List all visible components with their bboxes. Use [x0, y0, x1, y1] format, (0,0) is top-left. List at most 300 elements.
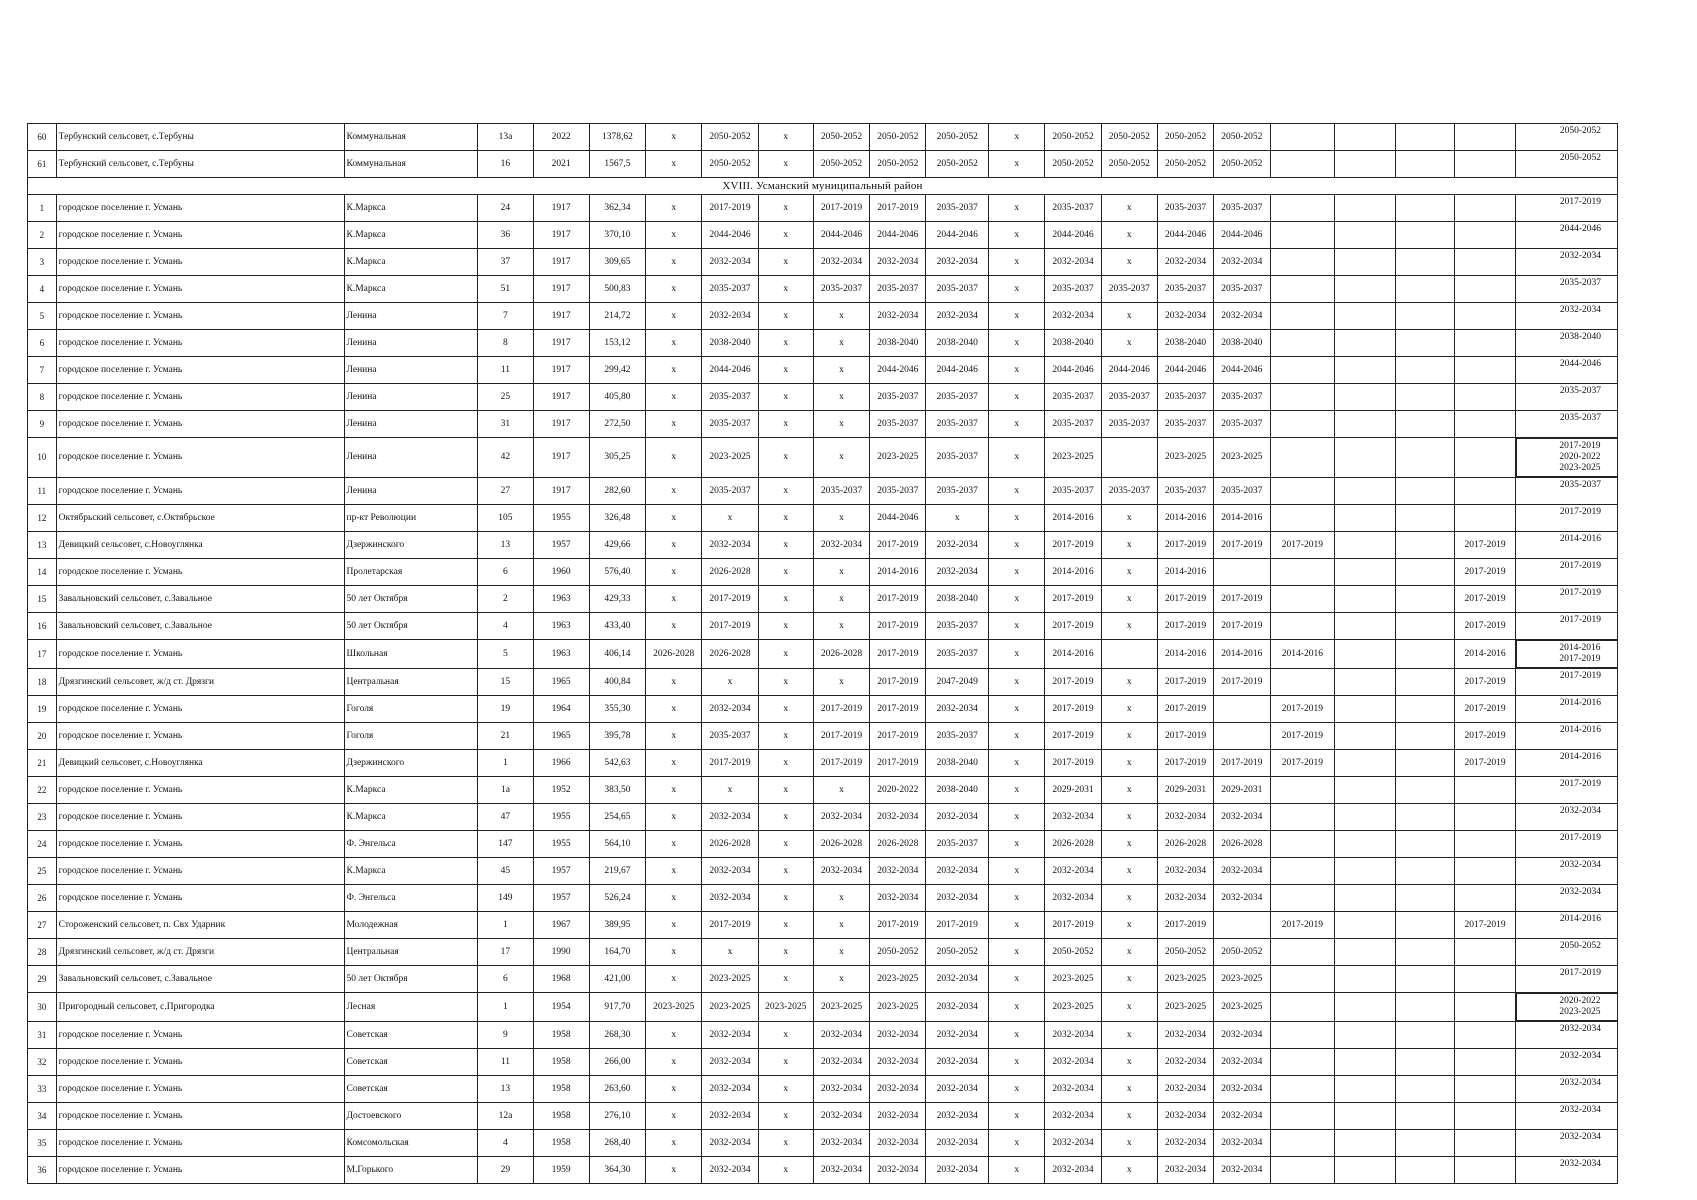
street-cell: пр-кт Революции	[344, 505, 478, 532]
period-cell-c11: 2035-2037	[1214, 276, 1270, 303]
table-row	[28, 330, 1618, 357]
period-cell-c10: 2032-2034	[1157, 1103, 1213, 1130]
row-number-cell: 35	[28, 1130, 57, 1157]
settlement-cell: городское поселение г. Усмань	[56, 478, 344, 505]
period-cell-c13	[1335, 222, 1396, 249]
period-cell-c4: 2023-2025	[813, 993, 869, 1022]
period-cell-c8: 2029-2031	[1045, 777, 1101, 804]
period-cell-c2: 2032-2034	[702, 885, 758, 912]
period-cell-c11: 2050-2052	[1214, 939, 1270, 966]
row-number-cell: 31	[28, 1022, 57, 1049]
street-cell: Молодежная	[344, 912, 478, 939]
period-cell-c2: 2026-2028	[702, 559, 758, 586]
area-cell: 254,65	[589, 804, 645, 831]
period-cell-c14	[1395, 276, 1454, 303]
period-cell-c2: 2023-2025	[702, 966, 758, 993]
settlement-cell: городское поселение г. Усмань	[56, 777, 344, 804]
street-cell: Школьная	[344, 640, 478, 669]
period-cell-c9: х	[1101, 723, 1157, 750]
period-cell-c6: 2032-2034	[926, 804, 989, 831]
table-row	[28, 438, 1618, 478]
period-cell-c5: 2044-2046	[870, 357, 926, 384]
house-number-cell: 1	[478, 750, 533, 777]
table-row	[28, 966, 1618, 993]
street-cell: Ф. Энгельса	[344, 885, 478, 912]
row-number-cell: 30	[28, 993, 57, 1022]
area-cell: 326,48	[589, 505, 645, 532]
period-cell-c3: х	[758, 411, 813, 438]
settlement-cell: Завальновский сельсовет, с.Завальное	[56, 586, 344, 613]
period-cell-c8: 2032-2034	[1045, 303, 1101, 330]
period-cell-c6: 2035-2037	[926, 478, 989, 505]
period-cell-c9: х	[1101, 1049, 1157, 1076]
period-cell-c15	[1455, 357, 1516, 384]
period-cell-c4: 2032-2034	[813, 1049, 869, 1076]
settlement-cell: городское поселение г. Усмань	[56, 1022, 344, 1049]
summary-period-cell: 2050-2052	[1515, 151, 1617, 178]
period-cell-c11: 2050-2052	[1214, 124, 1270, 151]
house-number-cell: 47	[478, 804, 533, 831]
period-cell-c9: х	[1101, 939, 1157, 966]
house-number-cell: 24	[478, 195, 533, 222]
period-cell-c7: х	[989, 222, 1045, 249]
row-number-cell: 32	[28, 1049, 57, 1076]
street-cell: Советская	[344, 1049, 478, 1076]
period-cell-c1: х	[646, 750, 702, 777]
summary-period-cell: 2032-2034	[1515, 1157, 1617, 1184]
period-cell-c2: х	[702, 669, 758, 696]
row-number-cell: 34	[28, 1103, 57, 1130]
period-cell-c15	[1455, 858, 1516, 885]
period-cell-c9: х	[1101, 559, 1157, 586]
period-cell-c15	[1455, 1130, 1516, 1157]
period-cell-c14	[1395, 912, 1454, 939]
settlement-cell: городское поселение г. Усмань	[56, 384, 344, 411]
period-cell-c11: 2023-2025	[1214, 438, 1270, 478]
period-cell-c12	[1270, 303, 1335, 330]
period-cell-c11: 2017-2019	[1214, 669, 1270, 696]
period-cell-c2: 2023-2025	[702, 438, 758, 478]
period-cell-c15: 2017-2019	[1455, 559, 1516, 586]
period-cell-c13	[1335, 858, 1396, 885]
period-cell-c9: 2035-2037	[1101, 478, 1157, 505]
period-cell-c12	[1270, 1103, 1335, 1130]
build-year-cell: 1954	[533, 993, 589, 1022]
summary-period-cell: 2032-2034	[1515, 1049, 1617, 1076]
period-cell-c8: 2017-2019	[1045, 532, 1101, 559]
period-cell-c7: х	[989, 1157, 1045, 1184]
period-cell-c13	[1335, 276, 1396, 303]
period-cell-c6: 2032-2034	[926, 559, 989, 586]
period-cell-c8: 2017-2019	[1045, 696, 1101, 723]
row-number-cell: 13	[28, 532, 57, 559]
settlement-cell: Дрязгинский сельсовет, ж/д ст. Дрязги	[56, 939, 344, 966]
period-cell-c4: х	[813, 777, 869, 804]
house-number-cell: 37	[478, 249, 533, 276]
house-number-cell: 15	[478, 669, 533, 696]
period-cell-c9: х	[1101, 804, 1157, 831]
period-cell-c12	[1270, 613, 1335, 640]
house-number-cell: 25	[478, 384, 533, 411]
period-cell-c9: х	[1101, 1076, 1157, 1103]
period-cell-c3: х	[758, 669, 813, 696]
house-number-cell: 7	[478, 303, 533, 330]
area-cell: 400,84	[589, 669, 645, 696]
period-cell-c4: 2035-2037	[813, 276, 869, 303]
period-cell-c14	[1395, 1157, 1454, 1184]
table-row	[28, 1103, 1618, 1130]
period-cell-c6: 2032-2034	[926, 885, 989, 912]
period-cell-c6: 2050-2052	[926, 124, 989, 151]
period-cell-c13	[1335, 124, 1396, 151]
build-year-cell: 1917	[533, 249, 589, 276]
period-cell-c6: 2047-2049	[926, 669, 989, 696]
period-cell-c14	[1395, 586, 1454, 613]
period-cell-c15: 2017-2019	[1455, 696, 1516, 723]
period-cell-c5: 2032-2034	[870, 1022, 926, 1049]
period-cell-c6: 2038-2040	[926, 330, 989, 357]
period-cell-c11: 2017-2019	[1214, 613, 1270, 640]
period-cell-c5: 2023-2025	[870, 993, 926, 1022]
period-cell-c4: х	[813, 303, 869, 330]
period-cell-c3: х	[758, 357, 813, 384]
period-cell-c2: 2017-2019	[702, 912, 758, 939]
period-cell-c9: х	[1101, 1022, 1157, 1049]
period-cell-c15	[1455, 195, 1516, 222]
house-number-cell: 105	[478, 505, 533, 532]
period-cell-c2: 2035-2037	[702, 411, 758, 438]
period-cell-c6: 2035-2037	[926, 438, 989, 478]
period-cell-c15	[1455, 777, 1516, 804]
period-cell-c1: х	[646, 411, 702, 438]
period-cell-c3: х	[758, 1022, 813, 1049]
area-cell: 164,70	[589, 939, 645, 966]
period-cell-c3: х	[758, 505, 813, 532]
period-cell-c1: х	[646, 1076, 702, 1103]
area-cell: 355,30	[589, 696, 645, 723]
period-cell-c12	[1270, 1022, 1335, 1049]
period-cell-c1: х	[646, 303, 702, 330]
period-cell-c9: х	[1101, 1130, 1157, 1157]
period-cell-c6: 2032-2034	[926, 303, 989, 330]
settlement-cell: городское поселение г. Усмань	[56, 357, 344, 384]
period-cell-c12: 2017-2019	[1270, 912, 1335, 939]
summary-period-cell: 2014-2016	[1515, 750, 1617, 777]
summary-period-cell: 2032-2034	[1515, 1130, 1617, 1157]
build-year-cell: 1965	[533, 723, 589, 750]
section-title: XVIII. Усманский муниципальный район	[28, 178, 1618, 195]
build-year-cell: 1917	[533, 222, 589, 249]
build-year-cell: 1917	[533, 357, 589, 384]
house-number-cell: 45	[478, 858, 533, 885]
period-cell-c10: 2032-2034	[1157, 1049, 1213, 1076]
period-cell-c4: х	[813, 505, 869, 532]
period-cell-c11: 2035-2037	[1214, 478, 1270, 505]
area-cell: 542,63	[589, 750, 645, 777]
period-cell-c1: х	[646, 613, 702, 640]
period-cell-c5: 2035-2037	[870, 411, 926, 438]
table-row	[28, 559, 1618, 586]
area-cell: 272,50	[589, 411, 645, 438]
house-number-cell: 17	[478, 939, 533, 966]
period-cell-c1: х	[646, 1130, 702, 1157]
area-cell: 500,83	[589, 276, 645, 303]
area-cell: 406,14	[589, 640, 645, 669]
period-cell-c1: х	[646, 559, 702, 586]
period-cell-c4: 2032-2034	[813, 1076, 869, 1103]
street-cell: Гоголя	[344, 723, 478, 750]
period-cell-c12	[1270, 858, 1335, 885]
settlement-cell: Тербунский сельсовет, с.Тербуны	[56, 151, 344, 178]
period-cell-c13	[1335, 195, 1396, 222]
period-cell-c5: 2032-2034	[870, 858, 926, 885]
street-cell: К.Маркса	[344, 777, 478, 804]
period-cell-c5: 2017-2019	[870, 640, 926, 669]
period-cell-c12	[1270, 669, 1335, 696]
build-year-cell: 1917	[533, 276, 589, 303]
period-cell-c5: 2032-2034	[870, 249, 926, 276]
settlement-cell: городское поселение г. Усмань	[56, 411, 344, 438]
period-cell-c3: х	[758, 1103, 813, 1130]
summary-period-cell: 2032-2034	[1515, 858, 1617, 885]
period-cell-c1: х	[646, 384, 702, 411]
settlement-cell: городское поселение г. Усмань	[56, 1049, 344, 1076]
period-cell-c14	[1395, 696, 1454, 723]
period-cell-c1: х	[646, 438, 702, 478]
period-cell-c13	[1335, 1076, 1396, 1103]
period-cell-c9: х	[1101, 249, 1157, 276]
period-cell-c11: 2032-2034	[1214, 1049, 1270, 1076]
period-cell-c3: х	[758, 303, 813, 330]
period-cell-c7: х	[989, 411, 1045, 438]
period-cell-c8: 2050-2052	[1045, 124, 1101, 151]
period-cell-c3: х	[758, 640, 813, 669]
row-number-cell: 12	[28, 505, 57, 532]
period-cell-c3: х	[758, 151, 813, 178]
period-cell-c13	[1335, 357, 1396, 384]
period-cell-c7: х	[989, 613, 1045, 640]
build-year-cell: 1917	[533, 330, 589, 357]
period-cell-c14	[1395, 151, 1454, 178]
row-number-cell: 10	[28, 438, 57, 478]
period-cell-c8: 2023-2025	[1045, 966, 1101, 993]
table-row	[28, 532, 1618, 559]
period-cell-c12: 2017-2019	[1270, 532, 1335, 559]
period-cell-c12	[1270, 478, 1335, 505]
period-cell-c4: х	[813, 586, 869, 613]
summary-period-cell: 2017-2019	[1515, 195, 1617, 222]
period-cell-c9: 2050-2052	[1101, 124, 1157, 151]
period-cell-c5: 2032-2034	[870, 885, 926, 912]
period-cell-c1: х	[646, 696, 702, 723]
period-cell-c14	[1395, 505, 1454, 532]
period-cell-c10: 2017-2019	[1157, 723, 1213, 750]
period-cell-c10: 2014-2016	[1157, 559, 1213, 586]
period-cell-c14	[1395, 559, 1454, 586]
period-cell-c13	[1335, 750, 1396, 777]
row-number-cell: 3	[28, 249, 57, 276]
build-year-cell: 1957	[533, 532, 589, 559]
table-row	[28, 1076, 1618, 1103]
period-cell-c10: 2017-2019	[1157, 669, 1213, 696]
period-cell-c8: 2035-2037	[1045, 384, 1101, 411]
settlement-cell: Девицкий сельсовет, с.Новоуглянка	[56, 750, 344, 777]
area-cell: 433,40	[589, 613, 645, 640]
period-cell-c5: 2050-2052	[870, 939, 926, 966]
period-cell-c7: х	[989, 505, 1045, 532]
period-cell-c9: 2035-2037	[1101, 384, 1157, 411]
period-cell-c13	[1335, 249, 1396, 276]
row-number-cell: 1	[28, 195, 57, 222]
build-year-cell: 1968	[533, 966, 589, 993]
period-cell-c7: х	[989, 885, 1045, 912]
period-cell-c13	[1335, 532, 1396, 559]
build-year-cell: 1960	[533, 559, 589, 586]
period-cell-c4: х	[813, 912, 869, 939]
rows-previous-district	[28, 124, 1618, 178]
period-cell-c7: х	[989, 586, 1045, 613]
period-cell-c14	[1395, 777, 1454, 804]
period-cell-c11: 2038-2040	[1214, 330, 1270, 357]
build-year-cell: 1957	[533, 885, 589, 912]
period-cell-c9: 2044-2046	[1101, 357, 1157, 384]
row-number-cell: 19	[28, 696, 57, 723]
period-cell-c3: х	[758, 885, 813, 912]
period-cell-c1: х	[646, 966, 702, 993]
period-cell-c8: 2035-2037	[1045, 478, 1101, 505]
period-cell-c12	[1270, 804, 1335, 831]
period-cell-c2: 2032-2034	[702, 303, 758, 330]
period-cell-c8: 2026-2028	[1045, 831, 1101, 858]
period-cell-c2: 2035-2037	[702, 723, 758, 750]
period-cell-c12	[1270, 276, 1335, 303]
period-cell-c10: 2035-2037	[1157, 478, 1213, 505]
period-cell-c14	[1395, 885, 1454, 912]
period-cell-c13	[1335, 831, 1396, 858]
row-number-cell: 11	[28, 478, 57, 505]
table-row	[28, 750, 1618, 777]
period-cell-c15	[1455, 151, 1516, 178]
period-cell-c4: 2032-2034	[813, 858, 869, 885]
build-year-cell: 1958	[533, 1103, 589, 1130]
period-cell-c15: 2017-2019	[1455, 586, 1516, 613]
period-cell-c14	[1395, 222, 1454, 249]
street-cell: К.Маркса	[344, 804, 478, 831]
house-number-cell: 13а	[478, 124, 533, 151]
table-row	[28, 858, 1618, 885]
settlement-cell: городское поселение г. Усмань	[56, 723, 344, 750]
period-cell-c11: 2044-2046	[1214, 222, 1270, 249]
period-cell-c15	[1455, 411, 1516, 438]
period-cell-c13	[1335, 559, 1396, 586]
period-cell-c11: 2032-2034	[1214, 804, 1270, 831]
period-cell-c7: х	[989, 939, 1045, 966]
build-year-cell: 1917	[533, 478, 589, 505]
house-number-cell: 36	[478, 222, 533, 249]
period-cell-c6: 2032-2034	[926, 966, 989, 993]
period-cell-c13	[1335, 885, 1396, 912]
period-cell-c10: 2017-2019	[1157, 532, 1213, 559]
period-cell-c6: 2032-2034	[926, 1130, 989, 1157]
summary-period-cell: 2017-2019	[1515, 777, 1617, 804]
period-cell-c3: х	[758, 532, 813, 559]
period-cell-c1: х	[646, 1103, 702, 1130]
build-year-cell: 1959	[533, 1157, 589, 1184]
period-cell-c1: х	[646, 505, 702, 532]
period-cell-c12	[1270, 222, 1335, 249]
period-cell-c5: 2050-2052	[870, 124, 926, 151]
summary-period-cell: 2035-2037	[1515, 276, 1617, 303]
street-cell: Ленина	[344, 438, 478, 478]
row-number-cell: 5	[28, 303, 57, 330]
period-cell-c6: 2035-2037	[926, 195, 989, 222]
period-cell-c8: 2050-2052	[1045, 939, 1101, 966]
period-cell-c11	[1214, 696, 1270, 723]
house-number-cell: 8	[478, 330, 533, 357]
build-year-cell: 1964	[533, 696, 589, 723]
row-number-cell: 2	[28, 222, 57, 249]
area-cell: 1567,5	[589, 151, 645, 178]
period-cell-c7: х	[989, 1049, 1045, 1076]
table-row	[28, 1130, 1618, 1157]
period-cell-c14	[1395, 478, 1454, 505]
house-number-cell: 9	[478, 1022, 533, 1049]
build-year-cell: 2022	[533, 124, 589, 151]
period-cell-c14	[1395, 1103, 1454, 1130]
house-number-cell: 149	[478, 885, 533, 912]
period-cell-c4: х	[813, 411, 869, 438]
street-cell: 50 лет Октября	[344, 586, 478, 613]
build-year-cell: 1966	[533, 750, 589, 777]
period-cell-c9: х	[1101, 532, 1157, 559]
house-number-cell: 21	[478, 723, 533, 750]
period-cell-c7: х	[989, 1022, 1045, 1049]
period-cell-c12	[1270, 384, 1335, 411]
build-year-cell: 1955	[533, 505, 589, 532]
period-cell-c4: х	[813, 438, 869, 478]
period-cell-c14	[1395, 124, 1454, 151]
period-cell-c12	[1270, 1076, 1335, 1103]
area-cell: 153,12	[589, 330, 645, 357]
period-cell-c5: 2044-2046	[870, 222, 926, 249]
period-cell-c6: 2035-2037	[926, 276, 989, 303]
house-number-cell: 11	[478, 1049, 533, 1076]
period-cell-c12	[1270, 357, 1335, 384]
row-number-cell: 6	[28, 330, 57, 357]
period-cell-c13	[1335, 411, 1396, 438]
table-row	[28, 1022, 1618, 1049]
settlement-cell: городское поселение г. Усмань	[56, 559, 344, 586]
period-cell-c4: 2017-2019	[813, 723, 869, 750]
period-cell-c10: 2050-2052	[1157, 151, 1213, 178]
period-cell-c9: х	[1101, 222, 1157, 249]
register-sheet	[27, 123, 1618, 1184]
period-cell-c9: 2035-2037	[1101, 276, 1157, 303]
period-cell-c4: 2035-2037	[813, 478, 869, 505]
area-cell: 1378,62	[589, 124, 645, 151]
period-cell-c2: 2032-2034	[702, 858, 758, 885]
period-cell-c7: х	[989, 249, 1045, 276]
period-cell-c4: 2032-2034	[813, 249, 869, 276]
row-number-cell: 18	[28, 669, 57, 696]
period-cell-c9: х	[1101, 885, 1157, 912]
period-cell-c6: 2035-2037	[926, 411, 989, 438]
rows-usman-district	[28, 195, 1618, 1184]
period-cell-c9: х	[1101, 696, 1157, 723]
period-cell-c13	[1335, 151, 1396, 178]
period-cell-c4: 2032-2034	[813, 1130, 869, 1157]
summary-period-cell: 2044-2046	[1515, 357, 1617, 384]
